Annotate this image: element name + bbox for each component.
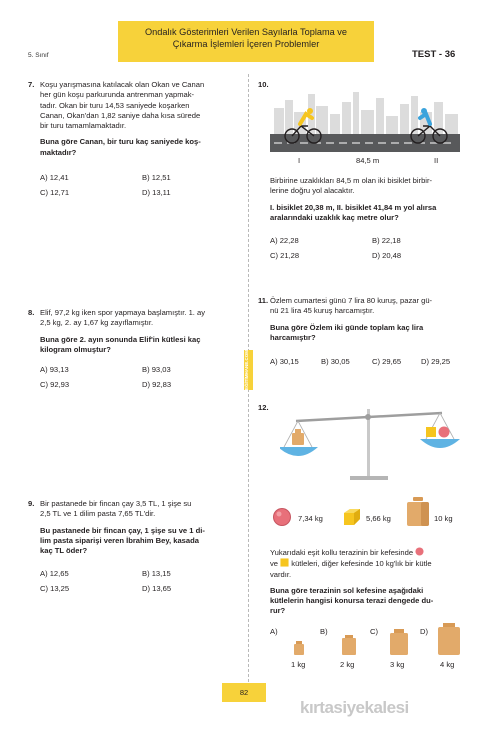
cube-inline-icon — [280, 558, 289, 567]
prompt-line: lim pasta siparişi veren İbrahim Bey, kasada — [40, 535, 199, 545]
option-c-value[interactable]: 3 kg — [390, 660, 405, 669]
question-number: 10. — [258, 80, 269, 89]
option-a[interactable]: A) 30,15 — [270, 357, 299, 366]
option-d[interactable]: D) 29,25 — [421, 357, 451, 366]
prompt-line: rur? — [270, 606, 286, 616]
prompt-line: kaç TL öder? — [40, 546, 88, 555]
option-a[interactable]: A) 12,41 — [40, 173, 69, 182]
label-ii: II — [434, 156, 439, 165]
option-b[interactable]: B) 13,15 — [142, 569, 171, 578]
text-line: Elif, 97,2 kg iken spor yapmaya başlamıştır. 1. ay — [40, 308, 206, 317]
question-number: 8. — [28, 308, 35, 317]
prompt-line: Buna göre Özlem iki günde toplam kaç lira — [270, 322, 424, 332]
prompt-line: Buna göre Canan, bir turu kaç saniyede koş- — [40, 137, 201, 147]
label-i: I — [298, 156, 301, 165]
option-d[interactable]: D) 13,65 — [142, 584, 172, 593]
question-number: 12. — [258, 403, 269, 412]
title-line-1: Ondalık Gösterimleri Verilen Sayılarla Toplama ve — [144, 27, 348, 37]
question-body — [270, 176, 470, 223]
question-10 — [258, 80, 470, 270]
option-b[interactable]: B) 22,18 — [372, 236, 401, 245]
prompt-line: harcamıştır? — [270, 332, 316, 342]
text-line: Birbirine uzaklıkları 84,5 m olan iki bisiklet birbir- — [270, 176, 433, 185]
option-c[interactable]: C) 12,71 — [40, 188, 70, 197]
option-b[interactable]: B) 12,51 — [142, 173, 171, 182]
question-number: 9. — [28, 499, 35, 508]
prompt-line: kilogram olmuştur? — [40, 344, 111, 354]
question-body — [40, 308, 240, 355]
mass-weight-label: 10 kg — [434, 514, 453, 523]
title-banner — [118, 21, 374, 62]
watermark-logo: kırtasiyekalesi — [300, 698, 409, 717]
text-line: 2,5 kg, 2. ay 1,67 kg zayıflamıştır. — [40, 318, 154, 328]
question-12 — [258, 403, 470, 683]
option-a[interactable]: A) 22,28 — [270, 236, 299, 245]
option-a[interactable]: A) 93,13 — [40, 365, 69, 374]
option-c[interactable]: C) 21,28 — [270, 251, 300, 260]
question-prompt — [270, 323, 470, 344]
text-line: bir turu tamamlamaktadır. — [40, 121, 127, 130]
text-line: Bir pastanede bir fincan çay 3,5 TL, 1 şişe su — [40, 499, 192, 508]
option-b-letter[interactable]: B) — [320, 627, 328, 636]
option-d-value[interactable]: 4 kg — [440, 660, 455, 669]
text-line: Canan, Okan'dan 1,82 saniye daha kısa sürede — [40, 110, 201, 120]
grade-label: 5. Sınıf — [28, 52, 49, 59]
text-segment: Yukarıdaki eşit kollu terazinin bir kefesinde — [270, 548, 414, 557]
text-line: her gün koşu parkurunda antrenman yapmak- — [40, 90, 195, 100]
weight-on-scale — [292, 429, 304, 445]
weight-1kg-icon[interactable] — [292, 635, 306, 655]
question-prompt — [40, 335, 240, 356]
text-segment: ve — [270, 559, 279, 569]
prompt-line: aralarındaki uzaklık kaç metre olur? — [270, 212, 399, 222]
weight-icon — [406, 497, 430, 527]
question-prompt — [40, 137, 240, 158]
text-line: vardır. — [270, 569, 292, 579]
question-prompt — [270, 203, 470, 224]
prompt-line: I. bisiklet 20,38 m, II. bisiklet 41,84 m yol alırsa — [270, 202, 437, 212]
option-d[interactable]: D) 92,83 — [142, 380, 172, 389]
prompt-line: Bu pastanede bir fincan çay, 1 şişe su ve 1 di- — [40, 525, 205, 535]
option-c[interactable]: C) 29,65 — [372, 357, 402, 366]
cube-icon — [342, 507, 362, 527]
prompt-line: Buna göre 2. ayın sonunda Elif'in kütlesi kaç — [40, 334, 201, 344]
text-line — [270, 547, 470, 558]
weight-3kg-icon[interactable] — [388, 627, 410, 655]
question-body — [40, 499, 240, 556]
prompt-line: Buna göre terazinin sol kefesine aşağıdaki — [270, 585, 424, 595]
side-tag: EĞİTİMHANE.COM — [244, 350, 253, 390]
text-line: Özlem cumartesi günü 7 lira 80 kuruş, pazar gü- — [270, 296, 433, 305]
option-c[interactable]: C) 92,93 — [40, 380, 70, 389]
option-b-value[interactable]: 2 kg — [340, 660, 355, 669]
text-segment: kütleleri, diğer kefesinde 10 kg'lık bir kütle — [291, 559, 432, 569]
option-c-letter[interactable]: C) — [370, 627, 379, 636]
question-body — [40, 80, 240, 158]
prompt-line: maktadır? — [40, 147, 77, 157]
weight-2kg-icon[interactable] — [340, 631, 358, 655]
prompt-line: kütlelerin hangisi konursa terazi dengede du- — [270, 596, 434, 605]
option-d-letter[interactable]: D) — [420, 627, 429, 636]
option-b[interactable]: B) 93,03 — [142, 365, 171, 374]
text-line: 2,5 TL ve 1 dilim pasta 7,65 TL'dir. — [40, 509, 156, 519]
option-d[interactable]: D) 13,11 — [142, 188, 171, 197]
question-number: 11. — [258, 296, 269, 305]
text-line: nü 21 lira 45 kuruş harcamıştır. — [270, 306, 375, 316]
option-c[interactable]: C) 13,25 — [40, 584, 70, 593]
question-body — [270, 296, 470, 343]
ball-icon — [272, 507, 292, 527]
text-line: tadır. Okan bir turu 14,53 saniyede koşarken — [40, 100, 190, 110]
question-body — [270, 547, 470, 617]
page-number: 82 — [222, 683, 266, 702]
ball-inline-icon — [415, 547, 424, 556]
option-a-value[interactable]: 1 kg — [291, 660, 306, 669]
question-prompt — [270, 586, 470, 617]
text-line: lerine doğru yol alacaktır. — [270, 186, 355, 196]
option-b[interactable]: B) 30,05 — [321, 357, 350, 366]
mass-cube-label: 5,66 kg — [366, 514, 391, 523]
items-on-scale — [426, 427, 450, 438]
text-line: Koşu yarışmasına katılacak olan Okan ve Canan — [40, 80, 205, 89]
text-line — [270, 558, 470, 569]
distance-label: 84,5 m — [356, 156, 380, 165]
bicycle-illustration — [270, 88, 460, 152]
option-a-letter[interactable]: A) — [270, 627, 278, 636]
test-label: TEST - 36 — [412, 49, 456, 60]
option-a[interactable]: A) 12,65 — [40, 569, 69, 578]
balance-scale — [280, 403, 460, 483]
option-d[interactable]: D) 20,48 — [372, 251, 402, 260]
question-number: 7. — [28, 80, 35, 89]
mass-ball-label: 7,34 kg — [298, 514, 323, 523]
title-line-2: Çıkarma İşlemleri İçeren Problemler — [172, 38, 320, 49]
question-prompt — [40, 526, 240, 557]
weight-4kg-icon[interactable] — [436, 623, 462, 655]
